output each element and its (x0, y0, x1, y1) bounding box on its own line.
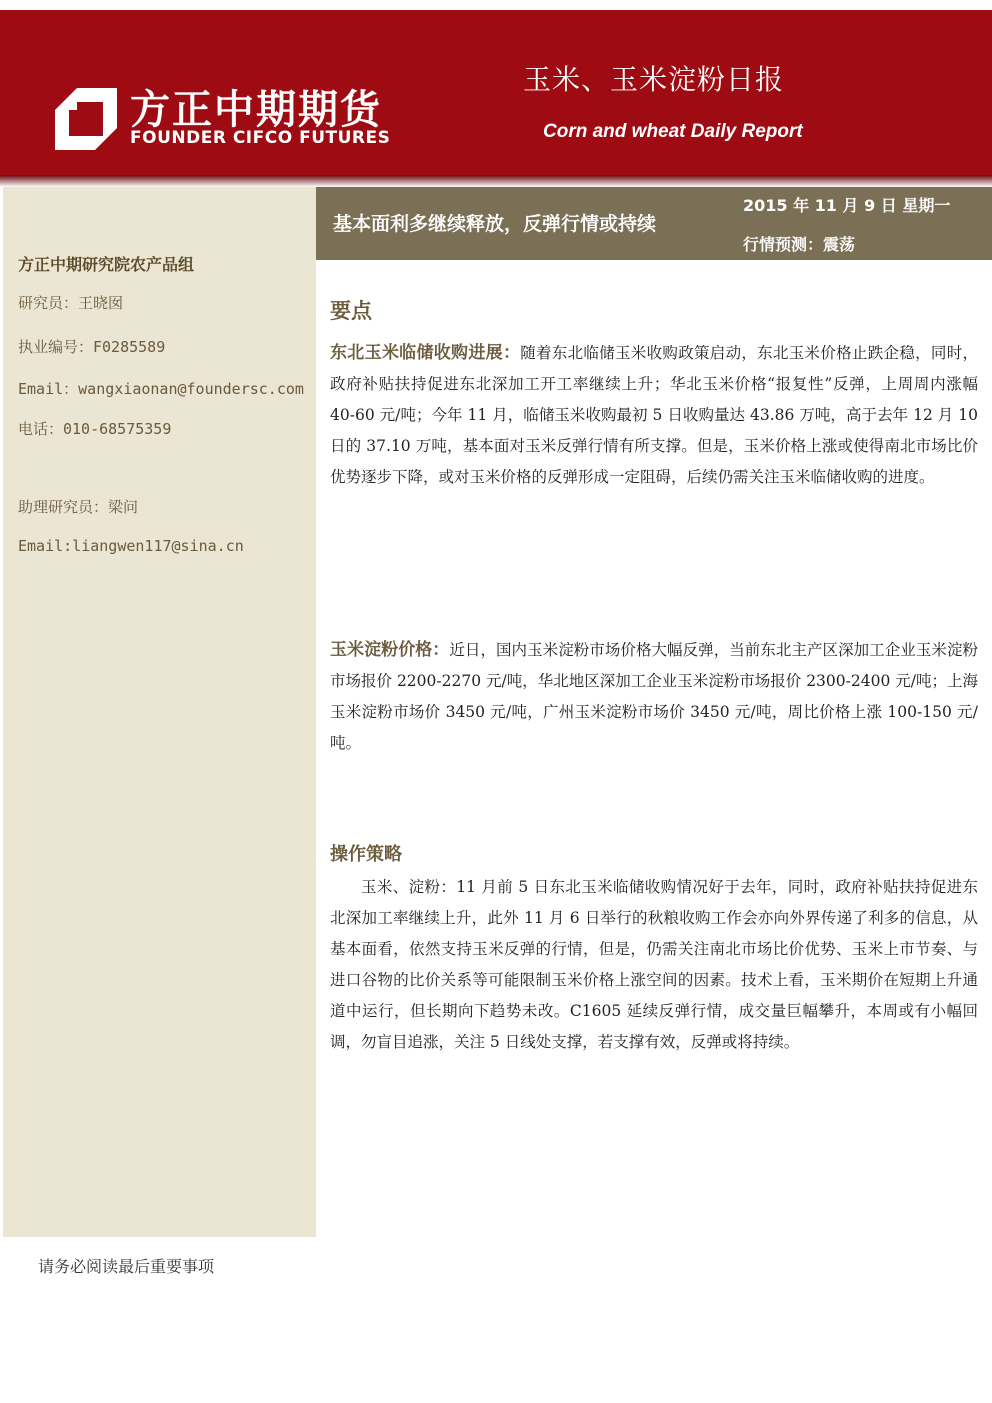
founder-logo-icon (55, 88, 117, 150)
corn-text: 随着东北临储玉米收购政策启动，东北玉米价格止跌企稳，同时，政府补贴扶持促进东北深加工开工率继续上升；华北玉米价格“报复性”反弹，上周周内涨幅 40-60 元/吨；今年 11 月，临储玉米收购最初 5 日收购量达 43.86 万吨，高于去年 12 月 10 日的 37.10 万吨，基本面对玉米反弹行情有所支撑。但是，玉米价格上涨或使得南北市场比价优势逐步下降，或对玉米价格的反弹形成一定阻碍，后续仍需关注玉米临储收购的进度。 (330, 344, 978, 486)
starch-paragraph (330, 635, 978, 759)
headline: 基本面利多继续释放，反弹行情或持续 (333, 213, 657, 235)
market-forecast: 行情预测：震荡 (743, 235, 856, 254)
research-group: 方正中期研究院农产品组 (18, 255, 195, 274)
key-points-heading: 要点 (330, 299, 372, 323)
strategy-heading: 操作策略 (330, 844, 402, 865)
researcher-email: Email：wangxiaonan@foundersc.com (18, 380, 304, 398)
starch-lead: 玉米淀粉价格： (330, 640, 450, 660)
logo-english-name: FOUNDER CIFCO FUTURES (130, 128, 391, 148)
report-subtitle: Corn and wheat Daily Report (543, 121, 803, 142)
assistant-email: Email:liangwen117@sina.cn (18, 537, 244, 555)
assistant-researcher: 助理研究员：梁问 (18, 498, 139, 516)
logo-chinese-name: 方正中期期货 (130, 87, 382, 133)
report-title: 玉米、玉米淀粉日报 (523, 63, 785, 96)
license-number: 执业编号：F0285589 (18, 338, 166, 356)
disclaimer-note: 请务必阅读最后重要事项 (38, 1257, 215, 1276)
researcher-phone: 电话：010-68575359 (18, 420, 172, 438)
corn-lead: 东北玉米临储收购进展： (330, 343, 521, 363)
header-divider (0, 175, 992, 187)
starch-text: 近日，国内玉米淀粉市场价格大幅反弹，当前东北主产区深加工企业玉米淀粉市场报价 2200-2270 元/吨，华北地区深加工企业玉米淀粉市场报价 2300-2400 元/吨；上海玉米淀粉市场价 3450 元/吨，广州玉米淀粉市场价 3450 元/吨，周比价格上涨 100-150 元/吨。 (330, 641, 978, 752)
researcher-name: 研究员：王晓囡 (18, 294, 124, 312)
report-date: 2015 年 11 月 9 日 星期一 (743, 196, 951, 215)
corn-paragraph (330, 338, 978, 493)
strategy-paragraph: 玉米、淀粉：11 月前 5 日东北玉米临储收购情况好于去年，同时，政府补贴扶持促进东北深加工率继续上升，此外 11 月 6 日举行的秋粮收购工作会亦向外界传递了利多的信息，从基本面看，依然支持玉米反弹的行情，但是，仍需关注南北市场比价优势、玉米上市节奏、与进口谷物的比价关系等可能限制玉米价格上涨空间的因素。技术上看，玉米期价在短期上升通道中运行，但长期向下趋势未改。C1605 延续反弹行情，成交量巨幅攀升，本周或有小幅回调，勿盲目追涨，关注 5 日线处支撑，若支撑有效，反弹或将持续。 (330, 878, 978, 1051)
